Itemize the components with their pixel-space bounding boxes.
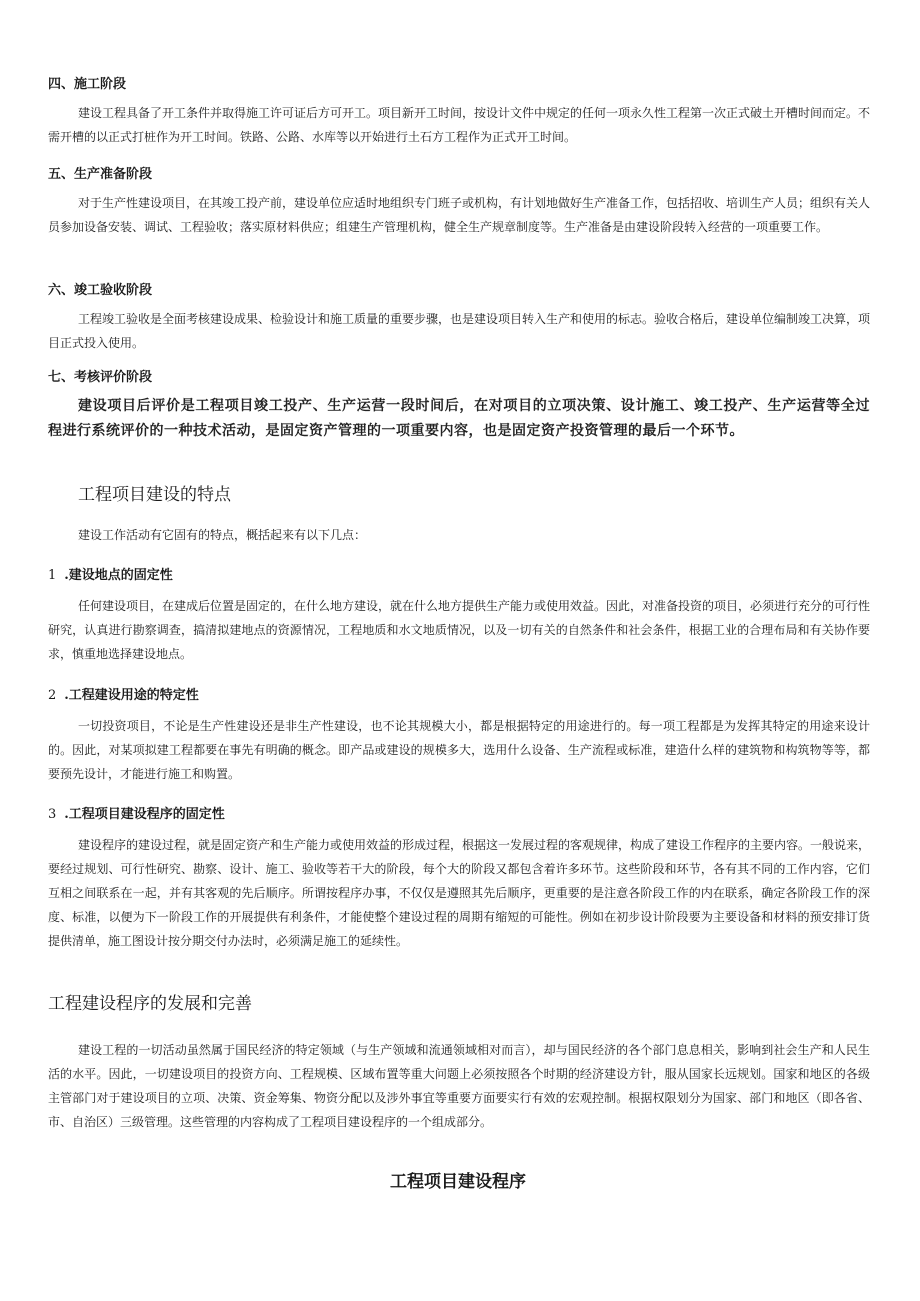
feature-heading-procedure bbox=[48, 806, 225, 824]
footer-title: 工程项目建设程序 bbox=[390, 1172, 526, 1192]
feature-number: 3 bbox=[48, 807, 57, 822]
feature-text-purpose: 一切投资项目，不论是生产性建设还是非生产性建设，也不论其规模大小，都是根据特定的用途进行的。每一项工程都是为发挥其特定的用途来设计的。因此，对某项拟建工程都要在事先有明确的概念。即产品或建设的规模多大，选用什么设备、生产流程或标准，建造什么样的建筑物和构筑物等等，都要预先设计，才能进行施工和购置。 bbox=[48, 719, 870, 781]
feature-text-location: 任何建设项目，在建成后位置是固定的，在什么地方建设，就在什么地方提供生产能力或使用效益。因此，对准备投资的项目，必须进行充分的可行性研究，认真进行勘察调查，搞清拟建地点的资源情况，工程地质和水文地质情况，以及一切有关的自然条件和社会条件，根据工业的合理布局和有关协作要求，慎重地选择建设地点。 bbox=[48, 599, 871, 661]
feature-text-procedure: 建设程序的建设过程，就是固定资产和生产能力或使用效益的形成过程，根据这一发展过程的客观规律，构成了建设工作程序的主要内容。一般说来，要经过规划、可行性研究、勘察、设计、施工、验收等若干大的阶段，每个大的阶段又都包含着许多环节。这些阶段和环节，各有其不同的工作内容，它们互相之间联系在一起，并有其客观的先后顺序。所谓按程序办事，不仅仅是遵照其先后顺序，更重要的是注意各阶段工作的内在联系，确定各阶段工作的深度、标准，以便为下一阶段工作的开展提供有利条件，才能使整个建设过程的周期有缩短的可能性。例如在初步设计阶段要为主要设备和材料的预安排订货提供清单，施工图设计按分期交付办法时，必须满足施工的延续性。 bbox=[48, 838, 871, 948]
feature-number: 1 bbox=[48, 568, 57, 583]
features-intro: 建设工作活动有它固有的特点，概括起来有以下几点： bbox=[78, 528, 367, 542]
features-heading: 工程项目建设的特点 bbox=[78, 485, 231, 505]
section-text-construction: 建设工程具备了开工条件并取得施工许可证后方可开工。项目新开工时间，按设计文件中规定的任何一项永久性工程第一次正式破土开槽时间而定。不需开槽的以正式打桩作为开工时间。铁路、公路、水库等以开始进行土石方工程作为正式开工时间。 bbox=[48, 106, 871, 144]
feature-title: .工程建设用途的特定性 bbox=[64, 688, 199, 703]
development-text: 建设工程的一切活动虽然属于国民经济的特定领域（与生产领域和流通领域相对而言），却与国民经济的各个部门息息相关，影响到社会生产和人民生活的水平。因此，一切建设项目的投资方向、工程规模、区域布置等重大问题上必须按照各个时期的经济建设方针，服从国家长远规划。国家和地区的各级主管部门对于建设项目的立项、决策、资金筹集、物资分配以及涉外事宜等重要方面要实行有效的宏观控制。根据权限划分为国家、部门和地区（即各省、市、自治区）三级管理。这些管理的内容构成了工程项目建设程序的一个组成部分。 bbox=[48, 1043, 870, 1129]
feature-heading-purpose bbox=[48, 687, 199, 705]
section-heading-evaluation: 七、考核评价阶段 bbox=[48, 370, 153, 385]
section-text-acceptance: 工程竣工验收是全面考核建设成果、检验设计和施工质量的重要步骤，也是建设项目转入生产和使用的标志。验收合格后，建设单位编制竣工决算，项目正式投入使用。 bbox=[48, 312, 871, 350]
section-text-evaluation: 建设项目后评价是工程项目竣工投产、生产运营一段时间后，在对项目的立项决策、设计施工、竣工投产、生产运营等全过程进行系统评价的一种技术活动，是固定资产管理的一项重要内容，也是固定资产投资管理的最后一个环节。 bbox=[48, 398, 870, 439]
development-heading: 工程建设程序的发展和完善 bbox=[48, 994, 252, 1014]
section-heading-construction: 四、施工阶段 bbox=[48, 77, 127, 92]
feature-heading-location bbox=[48, 567, 173, 585]
feature-number: 2 bbox=[48, 688, 57, 703]
feature-title: .建设地点的固定性 bbox=[64, 568, 173, 583]
section-text-production-prep: 对于生产性建设项目，在其竣工投产前，建设单位应适时地组织专门班子或机构，有计划地做好生产准备工作，包括招收、培训生产人员；组织有关人员参加设备安装、调试、工程验收；落实原材料供应；组建生产管理机构，健全生产规章制度等。生产准备是由建设阶段转入经营的一项重要工作。 bbox=[48, 196, 871, 234]
section-heading-production-prep: 五、生产准备阶段 bbox=[48, 167, 153, 182]
section-heading-acceptance: 六、竣工验收阶段 bbox=[48, 283, 153, 298]
feature-title: .工程项目建设程序的固定性 bbox=[64, 807, 225, 822]
